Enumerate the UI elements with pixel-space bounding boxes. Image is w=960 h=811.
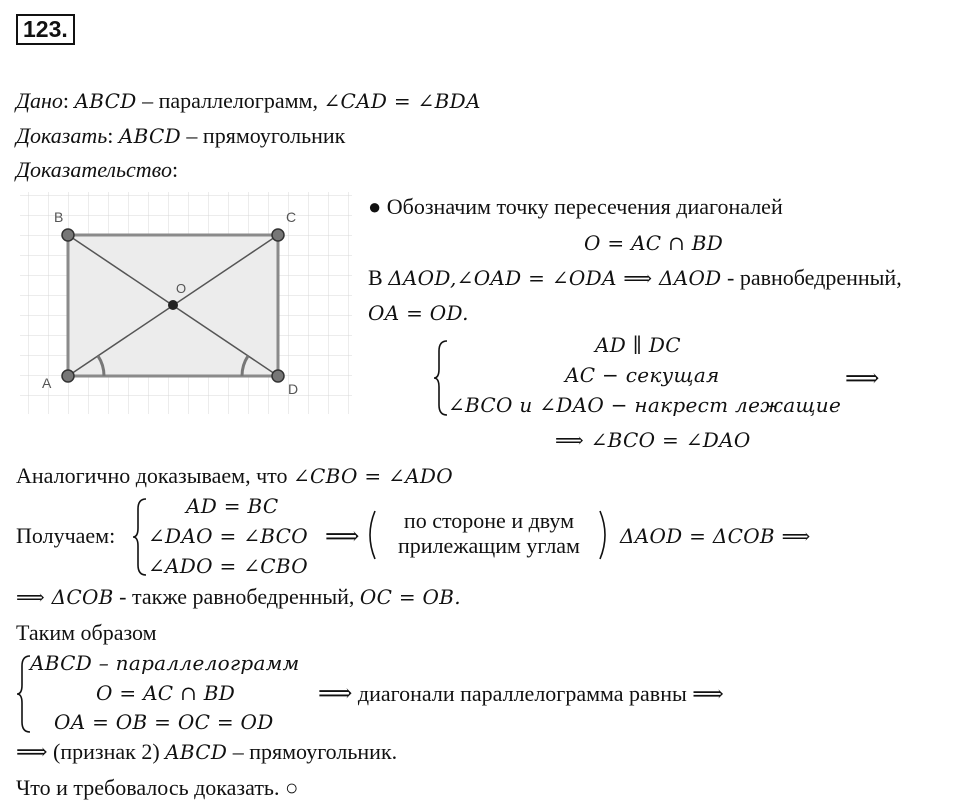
sys3-tail [318, 679, 724, 708]
given-text: – параллелограмм, [136, 88, 324, 113]
prove-line [16, 123, 345, 149]
line-6 [16, 463, 453, 489]
sys3-row-3: OA = OB = OC = OD [54, 710, 274, 734]
prove-label: Доказать [16, 123, 108, 148]
system-brace-2 [132, 497, 148, 577]
point-d [272, 370, 284, 382]
line-2: O = AC ∩ BD [584, 231, 724, 255]
sys2-result: ΔAOD = ΔCOB ⟹ [620, 524, 811, 548]
line-9-b: – прямоугольник. [227, 739, 398, 764]
point-a [62, 370, 74, 382]
line-7 [16, 584, 461, 610]
line-3-math: ΔAOD,∠OAD = ∠ODA ⟹ ΔAOD [388, 266, 722, 290]
line-3-a: В [368, 265, 389, 290]
line-6-math: ∠CBO = ∠ADO [292, 464, 453, 488]
point-c [272, 229, 284, 241]
line-8: Таким образом [16, 620, 157, 645]
point-o [168, 300, 178, 310]
proof-colon: : [171, 157, 179, 182]
get-label: Получаем: [16, 523, 116, 548]
line-4: OA = OD. [368, 301, 469, 325]
line-7-a: - также равнобедренный, [113, 584, 360, 609]
line-9-math: ABCD [165, 740, 228, 764]
prove-math: ABCD [118, 124, 181, 148]
sys1-row-3: ∠BCO и ∠DAO − накрест лежащие [448, 393, 842, 417]
label-b: B [54, 209, 64, 225]
sys2-row-2: ∠DAO = ∠BCO [148, 524, 308, 548]
given-line [16, 88, 481, 114]
label-a: A [42, 375, 52, 391]
sys3-result: диагонали параллелограмма равны ⟹ [352, 681, 724, 706]
rectangle-figure [20, 192, 352, 414]
sys2-row-1: AD = BC [186, 494, 279, 518]
line-6-a: Аналогично доказываем, что [16, 463, 293, 488]
problem-number: 123. [16, 14, 75, 45]
sys3-row-1: ABCD – параллелограмм [30, 651, 300, 675]
sys1-row-2: AC − секущая [565, 363, 720, 387]
proof-label: Доказательство [16, 157, 172, 182]
line-9-a: ⟹ (признак 2) [16, 739, 166, 764]
line-9 [16, 739, 397, 765]
line-7-math-1: ⟹ ΔCOB [16, 585, 114, 609]
given-colon: : [62, 88, 70, 113]
system-brace-1 [433, 339, 449, 417]
label-o: O [176, 281, 187, 296]
sys2-row-3: ∠ADO = ∠CBO [148, 554, 308, 578]
prove-colon: : [107, 123, 114, 148]
label-d: D [288, 381, 299, 397]
line-10: Что и требовалось доказать. ○ [16, 775, 299, 800]
paren-line-2: прилежащим углам [398, 533, 580, 558]
paren-right [598, 510, 612, 560]
point-b [62, 229, 74, 241]
line-5: ⟹ ∠BCO = ∠DAO [555, 428, 751, 452]
sys3-row-2: O = AC ∩ BD [96, 681, 236, 705]
prove-text: – прямоугольник [180, 123, 346, 148]
paren-line-1: по стороне и двум [403, 508, 575, 533]
line-7-math-2: OC = OB. [359, 585, 461, 609]
sys2-arrow: ⟹ [325, 524, 360, 550]
line-1: ● Обозначим точку пересечения диагоналей [368, 194, 783, 219]
given-math-2: ∠CAD = ∠BDA [323, 89, 481, 113]
given-math-1: ABCD [74, 89, 137, 113]
sys3-arrow: ⟹ [318, 681, 353, 707]
label-c: C [286, 209, 297, 225]
line-3 [368, 265, 902, 291]
sys1-row-1: AD ∥ DC [595, 333, 681, 357]
paren-content [372, 508, 606, 558]
sys1-arrow: ⟹ [845, 366, 880, 392]
line-3-b: - равнобедренный, [721, 265, 902, 290]
given-label: Дано [16, 88, 63, 113]
proof-heading [16, 157, 178, 183]
